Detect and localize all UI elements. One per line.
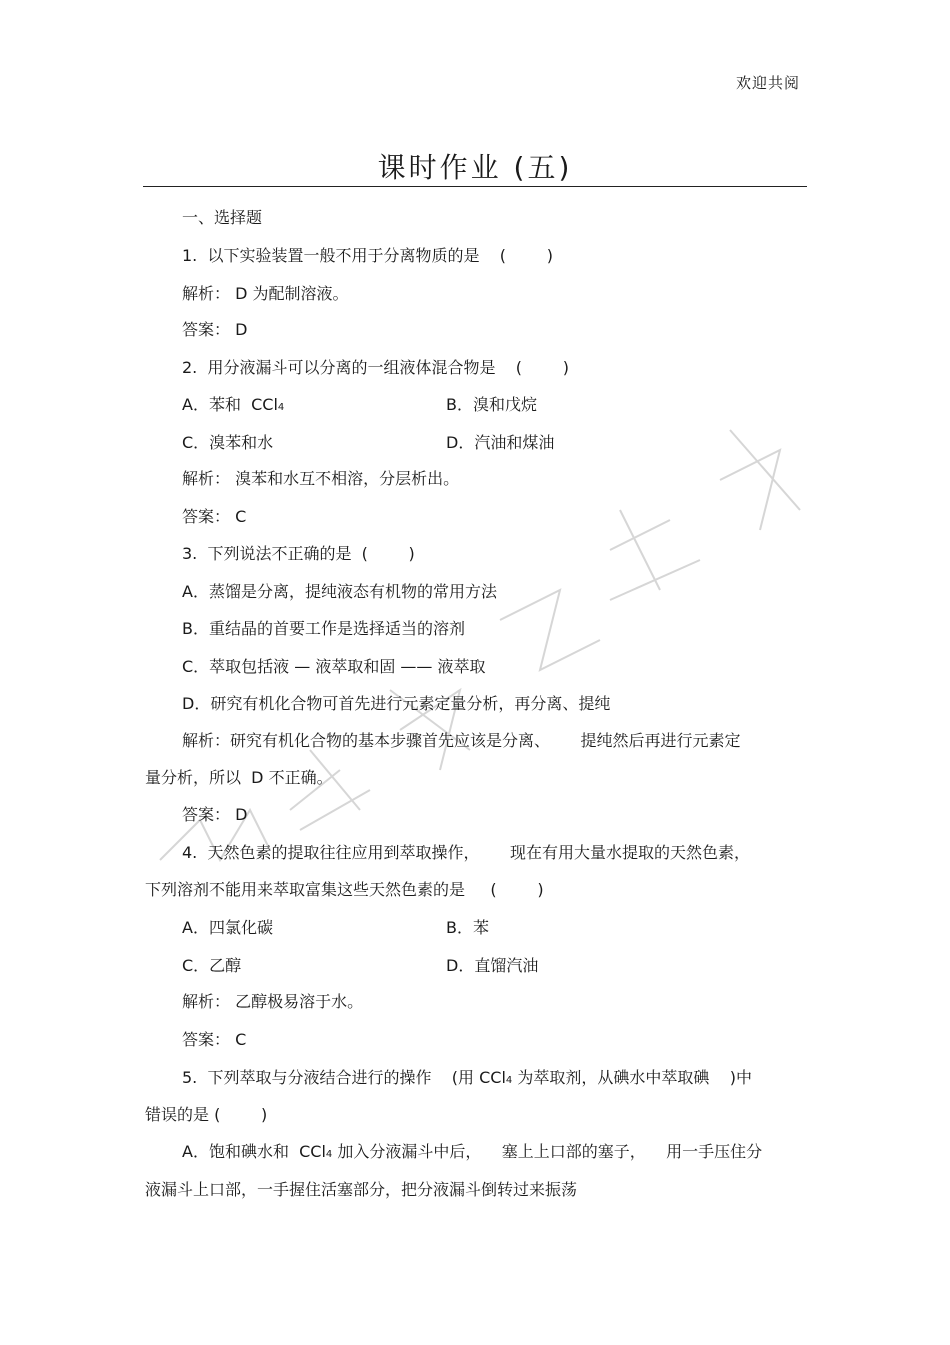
- page-title: 课时作业 (五): [377, 151, 573, 184]
- question-2-option-b: B．溴和戊烷: [446, 395, 537, 414]
- question-3-answer: 答案： D: [182, 805, 248, 824]
- question-2-answer: 答案： C: [182, 507, 247, 526]
- question-4-answer: 答案： C: [182, 1030, 247, 1049]
- question-2-option-c: C．溴苯和水: [182, 433, 274, 452]
- subscript: 4: [505, 1075, 513, 1086]
- question-3-option-a: A．蒸馏是分离，提纯液态有机物的常用方法: [182, 582, 497, 601]
- option-a-text: A．苯和 CCl: [182, 395, 278, 414]
- question-3-option-c: C．萃取包括液 — 液萃取和固 —— 液萃取: [182, 657, 486, 676]
- question-5-stem-line-2: 错误的是 ( ): [145, 1105, 268, 1124]
- question-2-option-a: [182, 395, 284, 418]
- question-4-option-d: D．直馏汽油: [446, 956, 539, 975]
- question-2-option-d: D．汽油和煤油: [446, 433, 555, 452]
- question-2-stem: 2. 用分液漏斗可以分离的一组液体混合物是 ( ): [182, 358, 569, 377]
- stem-text: 5. 下列萃取与分液结合进行的操作 (用 CCl: [182, 1068, 506, 1087]
- option-a-text: A．饱和碘水和 CCl: [182, 1142, 326, 1161]
- question-4-stem-line-2: 下列溶剂不能用来萃取富集这些天然色素的是 ( ): [145, 880, 544, 899]
- question-5-option-a-line-1: [182, 1142, 762, 1165]
- question-4-option-a: A．四氯化碳: [182, 918, 273, 937]
- header-corner-text: 欢迎共阅: [735, 74, 800, 92]
- question-5-option-a-line-2: 液漏斗上口部，一手握住活塞部分，把分液漏斗倒转过来振荡: [145, 1180, 578, 1199]
- question-1-answer: 答案： D: [182, 320, 248, 339]
- question-5-stem-line-1: [182, 1068, 752, 1091]
- option-a-text-cont: 加入分液漏斗中后， 塞上上口部的塞子， 用一手压住分: [332, 1142, 763, 1161]
- question-2-analysis: 解析： 溴苯和水互不相溶，分层析出。: [182, 469, 460, 488]
- question-4-option-c: C．乙醇: [182, 956, 242, 975]
- title-rule: [143, 186, 807, 187]
- question-4-option-b: B．苯: [446, 918, 489, 937]
- question-1-analysis: 解析： D 为配制溶液。: [182, 284, 349, 303]
- question-3-analysis-line-1: 解析：研究有机化合物的基本步骤首先应该是分离、 提纯然后再进行元素定: [182, 731, 741, 750]
- question-3-analysis-line-2: 量分析，所以 D 不正确。: [145, 768, 333, 787]
- stem-text-cont: 为萃取剂，从碘水中萃取碘 )中: [512, 1068, 752, 1087]
- question-4-analysis: 解析： 乙醇极易溶于水。: [182, 992, 364, 1011]
- question-4-stem-line-1: 4. 天然色素的提取往往应用到萃取操作， 现在有用大量水提取的天然色素，: [182, 843, 750, 862]
- question-1-stem: 1. 以下实验装置一般不用于分离物质的是 ( ): [182, 246, 553, 265]
- section-heading: 一、选择题: [182, 208, 263, 227]
- question-3-stem: 3. 下列说法不正确的是 ( ): [182, 544, 415, 563]
- watermark-image: [140, 390, 840, 910]
- question-3-option-d: D．研究有机化合物可首先进行元素定量分析，再分离、提纯: [182, 694, 611, 713]
- question-3-option-b: B．重结晶的首要工作是选择适当的溶剂: [182, 619, 465, 638]
- subscript: 4: [325, 1149, 333, 1160]
- subscript: 4: [277, 402, 285, 413]
